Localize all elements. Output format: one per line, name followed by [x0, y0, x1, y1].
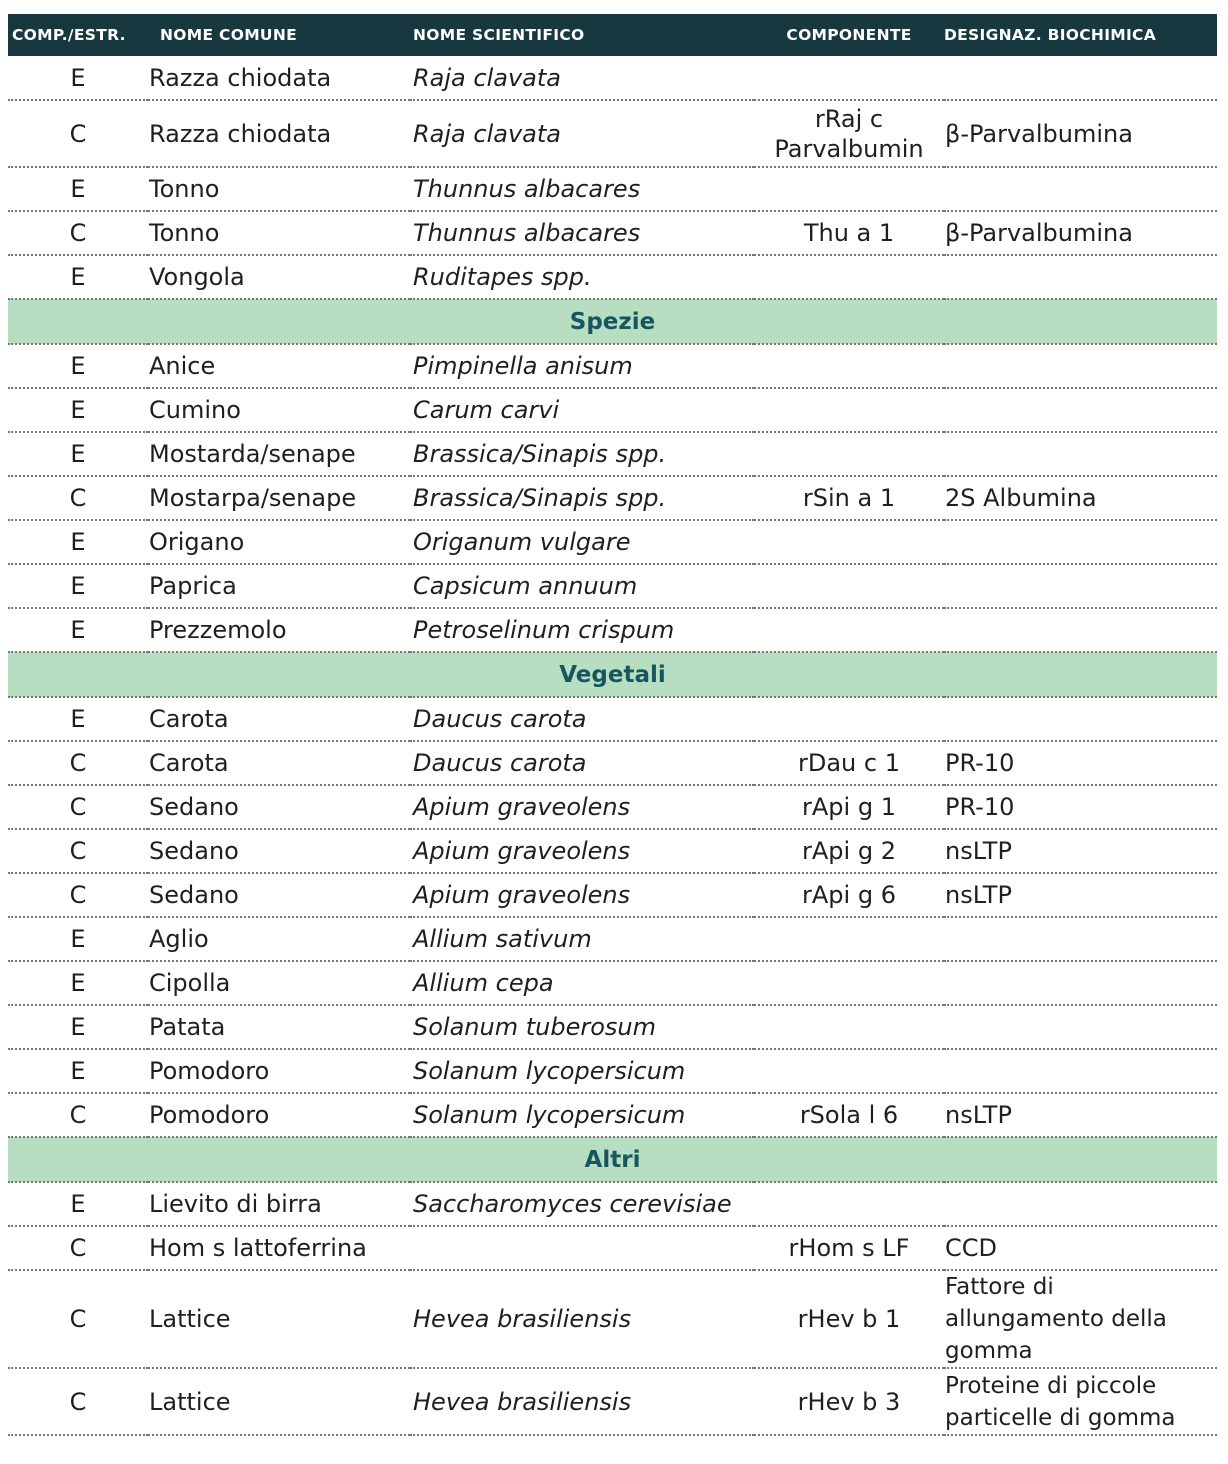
common-name-cell: Sedano [148, 785, 410, 829]
comp-cell: E [8, 961, 148, 1005]
component-cell [754, 1182, 944, 1226]
comp-cell: C [8, 1093, 148, 1137]
component-cell [754, 917, 944, 961]
scientific-name-cell: Solanum lycopersicum [410, 1049, 754, 1093]
table-row [8, 829, 1217, 873]
component-cell: rSola l 6 [754, 1093, 944, 1137]
section-row [8, 299, 1217, 344]
scientific-name-cell: Origanum vulgare [410, 520, 754, 564]
common-name-cell: Vongola [148, 255, 410, 299]
comp-cell: C [8, 211, 148, 255]
table-row [8, 873, 1217, 917]
biochemical-cell: PR-10 [944, 741, 1217, 785]
table-row [8, 1049, 1217, 1093]
component-cell: rRaj c Parvalbumin [754, 100, 944, 167]
table-row [8, 1005, 1217, 1049]
scientific-name-cell [410, 1226, 754, 1270]
biochemical-cell: nsLTP [944, 873, 1217, 917]
biochemical-cell [944, 344, 1217, 388]
component-cell: rApi g 2 [754, 829, 944, 873]
common-name-cell: Sedano [148, 829, 410, 873]
header-component: COMPONENTE [786, 26, 912, 44]
table-row [8, 100, 1217, 167]
table-row [8, 697, 1217, 741]
biochemical-cell [944, 167, 1217, 211]
table-row [8, 741, 1217, 785]
table-row [8, 167, 1217, 211]
common-name-cell: Paprica [148, 564, 410, 608]
biochemical-cell [944, 255, 1217, 299]
table-row [8, 608, 1217, 652]
table-row [8, 785, 1217, 829]
component-cell: rHev b 3 [754, 1368, 944, 1435]
comp-cell: E [8, 167, 148, 211]
table-row [8, 520, 1217, 564]
biochemical-cell [944, 56, 1217, 100]
comp-cell: E [8, 255, 148, 299]
component-cell: rApi g 1 [754, 785, 944, 829]
scientific-name-cell: Hevea brasiliensis [410, 1368, 754, 1435]
section-row [8, 652, 1217, 697]
comp-cell: C [8, 785, 148, 829]
table-row [8, 211, 1217, 255]
biochemical-cell [944, 432, 1217, 476]
comp-cell: E [8, 1182, 148, 1226]
biochemical-cell: nsLTP [944, 829, 1217, 873]
component-cell: rHom s LF [754, 1226, 944, 1270]
component-cell: rSin a 1 [754, 476, 944, 520]
component-cell [754, 388, 944, 432]
table-row [8, 1093, 1217, 1137]
scientific-name-cell: Hevea brasiliensis [410, 1270, 754, 1368]
comp-cell: E [8, 697, 148, 741]
comp-cell: C [8, 1270, 148, 1368]
table-row [8, 255, 1217, 299]
common-name-cell: Carota [148, 697, 410, 741]
common-name-cell: Tonno [148, 211, 410, 255]
comp-cell: C [8, 741, 148, 785]
common-name-cell: Lievito di birra [148, 1182, 410, 1226]
scientific-name-cell: Saccharomyces cerevisiae [410, 1182, 754, 1226]
biochemical-cell: Proteine di piccole particelle di gomma [944, 1368, 1217, 1435]
common-name-cell: Hom s lattoferrina [148, 1226, 410, 1270]
scientific-name-cell: Petroselinum crispum [410, 608, 754, 652]
common-name-cell: Lattice [148, 1270, 410, 1368]
table-row [8, 476, 1217, 520]
header-comp: COMP./ESTR. [12, 26, 126, 44]
biochemical-cell: 2S Albumina [944, 476, 1217, 520]
common-name-cell: Patata [148, 1005, 410, 1049]
scientific-name-cell: Apium graveolens [410, 829, 754, 873]
component-cell: rHev b 1 [754, 1270, 944, 1368]
component-cell [754, 344, 944, 388]
comp-cell: C [8, 100, 148, 167]
comp-cell: E [8, 564, 148, 608]
biochemical-cell [944, 961, 1217, 1005]
table-row [8, 917, 1217, 961]
table-row [8, 1226, 1217, 1270]
scientific-name-cell: Allium sativum [410, 917, 754, 961]
comp-cell: E [8, 388, 148, 432]
common-name-cell: Tonno [148, 167, 410, 211]
component-cell [754, 697, 944, 741]
header-biochemical: DESIGNAZ. BIOCHIMICA [944, 26, 1157, 44]
common-name-cell: Carota [148, 741, 410, 785]
common-name-cell: Prezzemolo [148, 608, 410, 652]
scientific-name-cell: Daucus carota [410, 697, 754, 741]
common-name-cell: Lattice [148, 1368, 410, 1435]
biochemical-cell [944, 608, 1217, 652]
component-cell [754, 961, 944, 1005]
table-row [8, 564, 1217, 608]
biochemical-cell: CCD [944, 1226, 1217, 1270]
comp-cell: C [8, 1226, 148, 1270]
comp-cell: E [8, 520, 148, 564]
table-row [8, 1368, 1217, 1435]
biochemical-cell: β-Parvalbumina [944, 211, 1217, 255]
section-row [8, 1137, 1217, 1182]
scientific-name-cell: Ruditapes spp. [410, 255, 754, 299]
biochemical-cell [944, 697, 1217, 741]
header-name: NOME COMUNE [160, 26, 297, 44]
allergen-table [8, 14, 1217, 1436]
scientific-name-cell: Capsicum annuum [410, 564, 754, 608]
common-name-cell: Cumino [148, 388, 410, 432]
table-row [8, 1270, 1217, 1368]
component-cell [754, 1005, 944, 1049]
common-name-cell: Sedano [148, 873, 410, 917]
section-label: Spezie [8, 299, 1217, 344]
component-cell: rDau c 1 [754, 741, 944, 785]
allergen-table-container [8, 14, 1217, 1436]
table-row [8, 432, 1217, 476]
component-cell: rApi g 6 [754, 873, 944, 917]
scientific-name-cell: Raja clavata [410, 56, 754, 100]
table-row [8, 388, 1217, 432]
biochemical-cell [944, 388, 1217, 432]
common-name-cell: Aglio [148, 917, 410, 961]
scientific-name-cell: Daucus carota [410, 741, 754, 785]
table-row [8, 344, 1217, 388]
comp-cell: E [8, 1005, 148, 1049]
scientific-name-cell: Brassica/Sinapis spp. [410, 432, 754, 476]
biochemical-cell: PR-10 [944, 785, 1217, 829]
comp-cell: E [8, 56, 148, 100]
common-name-cell: Razza chiodata [148, 100, 410, 167]
common-name-cell: Pomodoro [148, 1093, 410, 1137]
component-cell: Thu a 1 [754, 211, 944, 255]
scientific-name-cell: Carum carvi [410, 388, 754, 432]
biochemical-cell [944, 1182, 1217, 1226]
table-row [8, 961, 1217, 1005]
scientific-name-cell: Solanum tuberosum [410, 1005, 754, 1049]
comp-cell: E [8, 344, 148, 388]
biochemical-cell: Fattore di allungamento della gomma [944, 1270, 1217, 1368]
table-row [8, 56, 1217, 100]
biochemical-cell [944, 917, 1217, 961]
comp-cell: C [8, 476, 148, 520]
section-label: Vegetali [8, 652, 1217, 697]
comp-cell: C [8, 873, 148, 917]
comp-cell: C [8, 829, 148, 873]
scientific-name-cell: Apium graveolens [410, 785, 754, 829]
comp-cell: E [8, 432, 148, 476]
scientific-name-cell: Brassica/Sinapis spp. [410, 476, 754, 520]
header-row [8, 14, 1217, 56]
common-name-cell: Origano [148, 520, 410, 564]
component-cell [754, 432, 944, 476]
scientific-name-cell: Thunnus albacares [410, 211, 754, 255]
common-name-cell: Anice [148, 344, 410, 388]
biochemical-cell: nsLTP [944, 1093, 1217, 1137]
component-cell [754, 564, 944, 608]
component-cell [754, 520, 944, 564]
component-cell [754, 608, 944, 652]
component-cell [754, 56, 944, 100]
comp-cell: E [8, 917, 148, 961]
table-body [8, 56, 1217, 1435]
scientific-name-cell: Raja clavata [410, 100, 754, 167]
biochemical-cell [944, 1005, 1217, 1049]
common-name-cell: Pomodoro [148, 1049, 410, 1093]
table-header [8, 14, 1217, 56]
common-name-cell: Mostarpa/senape [148, 476, 410, 520]
biochemical-cell [944, 564, 1217, 608]
common-name-cell: Mostarda/senape [148, 432, 410, 476]
scientific-name-cell: Pimpinella anisum [410, 344, 754, 388]
section-label: Altri [8, 1137, 1217, 1182]
scientific-name-cell: Allium cepa [410, 961, 754, 1005]
common-name-cell: Cipolla [148, 961, 410, 1005]
scientific-name-cell: Thunnus albacares [410, 167, 754, 211]
scientific-name-cell: Apium graveolens [410, 873, 754, 917]
component-cell [754, 167, 944, 211]
biochemical-cell: β-Parvalbumina [944, 100, 1217, 167]
biochemical-cell [944, 1049, 1217, 1093]
component-cell [754, 1049, 944, 1093]
biochemical-cell [944, 520, 1217, 564]
scientific-name-cell: Solanum lycopersicum [410, 1093, 754, 1137]
comp-cell: E [8, 1049, 148, 1093]
table-row [8, 1182, 1217, 1226]
common-name-cell: Razza chiodata [148, 56, 410, 100]
header-scientific-name: NOME SCIENTIFICO [413, 26, 585, 44]
component-cell [754, 255, 944, 299]
comp-cell: E [8, 608, 148, 652]
comp-cell: C [8, 1368, 148, 1435]
